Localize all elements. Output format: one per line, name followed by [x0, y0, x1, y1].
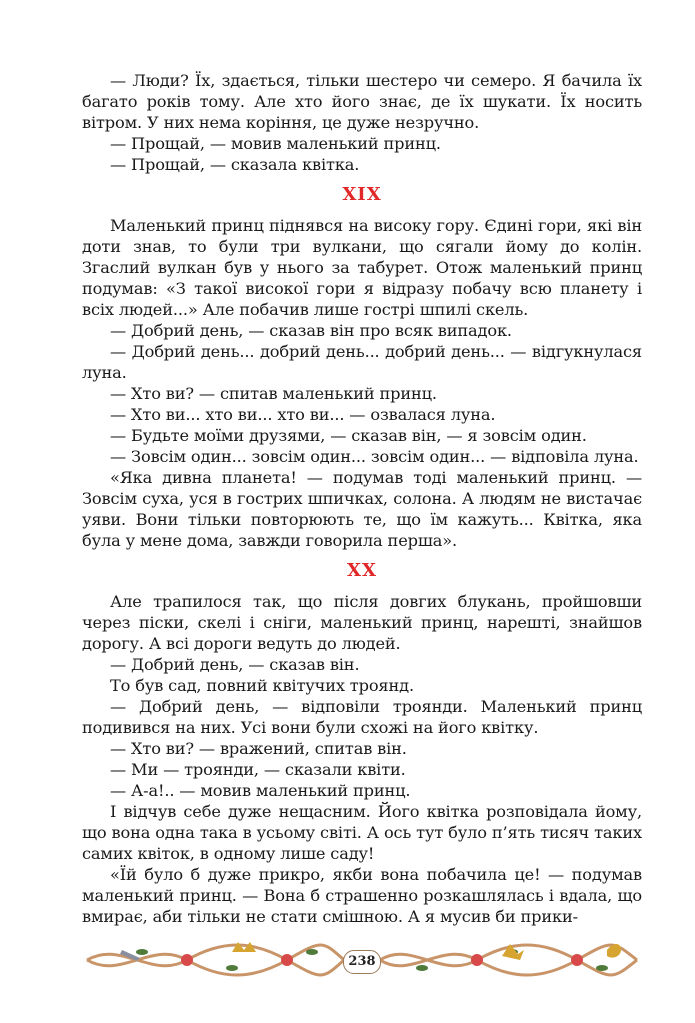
footer-ornament	[82, 930, 642, 988]
paragraph: — А-а!.. — мовив маленький принц.	[110, 781, 411, 800]
paragraph: «Їй було б дуже прикро, якби вона побачила це! — подумав маленький принц. — Вона б страшенно розкашлялась і вдала, що вмирає, аби тільки не стати смішною. А я мусив би прики-	[82, 865, 642, 926]
paragraph: — Прощай, — мовив маленький принц.	[110, 134, 441, 153]
chapter-heading: XIX	[342, 184, 382, 205]
section-top	[82, 70, 642, 175]
paragraph: — Ми — троянди, — сказали квіти.	[110, 760, 406, 779]
chapter-xx	[82, 560, 642, 927]
paragraph: — Зовсім один... зовсім один... зовсім один... — відповіла луна.	[110, 447, 639, 466]
paragraph: — Прощай, — сказала квітка.	[110, 155, 360, 174]
paragraph: — Добрий день, — сказав він про всяк випадок.	[110, 321, 512, 340]
paragraph: — Хто ви? — вражений, спитав він.	[110, 739, 407, 758]
paragraph: — Будьте моїми друзями, — сказав він, — я зовсім один.	[110, 426, 587, 445]
page-number: 238	[343, 950, 381, 974]
paragraph: То був сад, повний квітучих троянд.	[110, 676, 414, 695]
paragraph: — Добрий день... добрий день... добрий день... — відгукнулася луна.	[82, 342, 642, 382]
paragraph: — Добрий день, — відповіли троянди. Маленький принц подивився на них. Усі вони були схожі на його квітку.	[82, 697, 642, 737]
chapter-heading: XX	[347, 560, 377, 581]
paragraph: Але трапилося так, що після довгих блукань, пройшовши через піски, скелі і сніги, маленький принц, нарешті, знайшов дорогу. А всі дороги ведуть до людей.	[82, 592, 642, 653]
chapter-xix	[82, 184, 642, 551]
paragraph: «Яка дивна планета! — подумав тоді маленький принц. — Зовсім суха, уся в гострих шпичках, солона. А людям не вистачає уяви. Вони тільки повторюють те, що їм кажуть... Квітка, яка була у мене дома, завжди говорила перша».	[82, 468, 642, 550]
paragraph: — Люди? Їх, здається, тільки шестеро чи семеро. Я бачила їх багато років тому. Але хто його знає, де їх шукати. Їх носить вітром. У них нема коріння, це дуже незручно.	[82, 71, 642, 132]
paragraph: — Хто ви? — спитав маленький принц.	[110, 384, 437, 403]
paragraph: І відчув себе дуже нещасним. Його квітка розповідала йому, що вона одна така в усьому світі. А ось тут було п’ять тисяч таких самих квіток, в одному лише саду!	[82, 802, 642, 863]
paragraph: — Добрий день, — сказав він.	[110, 655, 360, 674]
page-body	[82, 70, 642, 927]
paragraph: — Хто ви... хто ви... хто ви... — озвалася луна.	[110, 405, 496, 424]
paragraph: Маленький принц піднявся на високу гору. Єдині гори, які він доти знав, то були три вулкани, що сягали йому до колін. Згаслий вулкан був у нього за табурет. Отож маленький принц подумав: «З такої високої гори я відразу побачу всю планету і всіх людей...» Але побачив лише гострі шпилі скель.	[82, 216, 642, 319]
